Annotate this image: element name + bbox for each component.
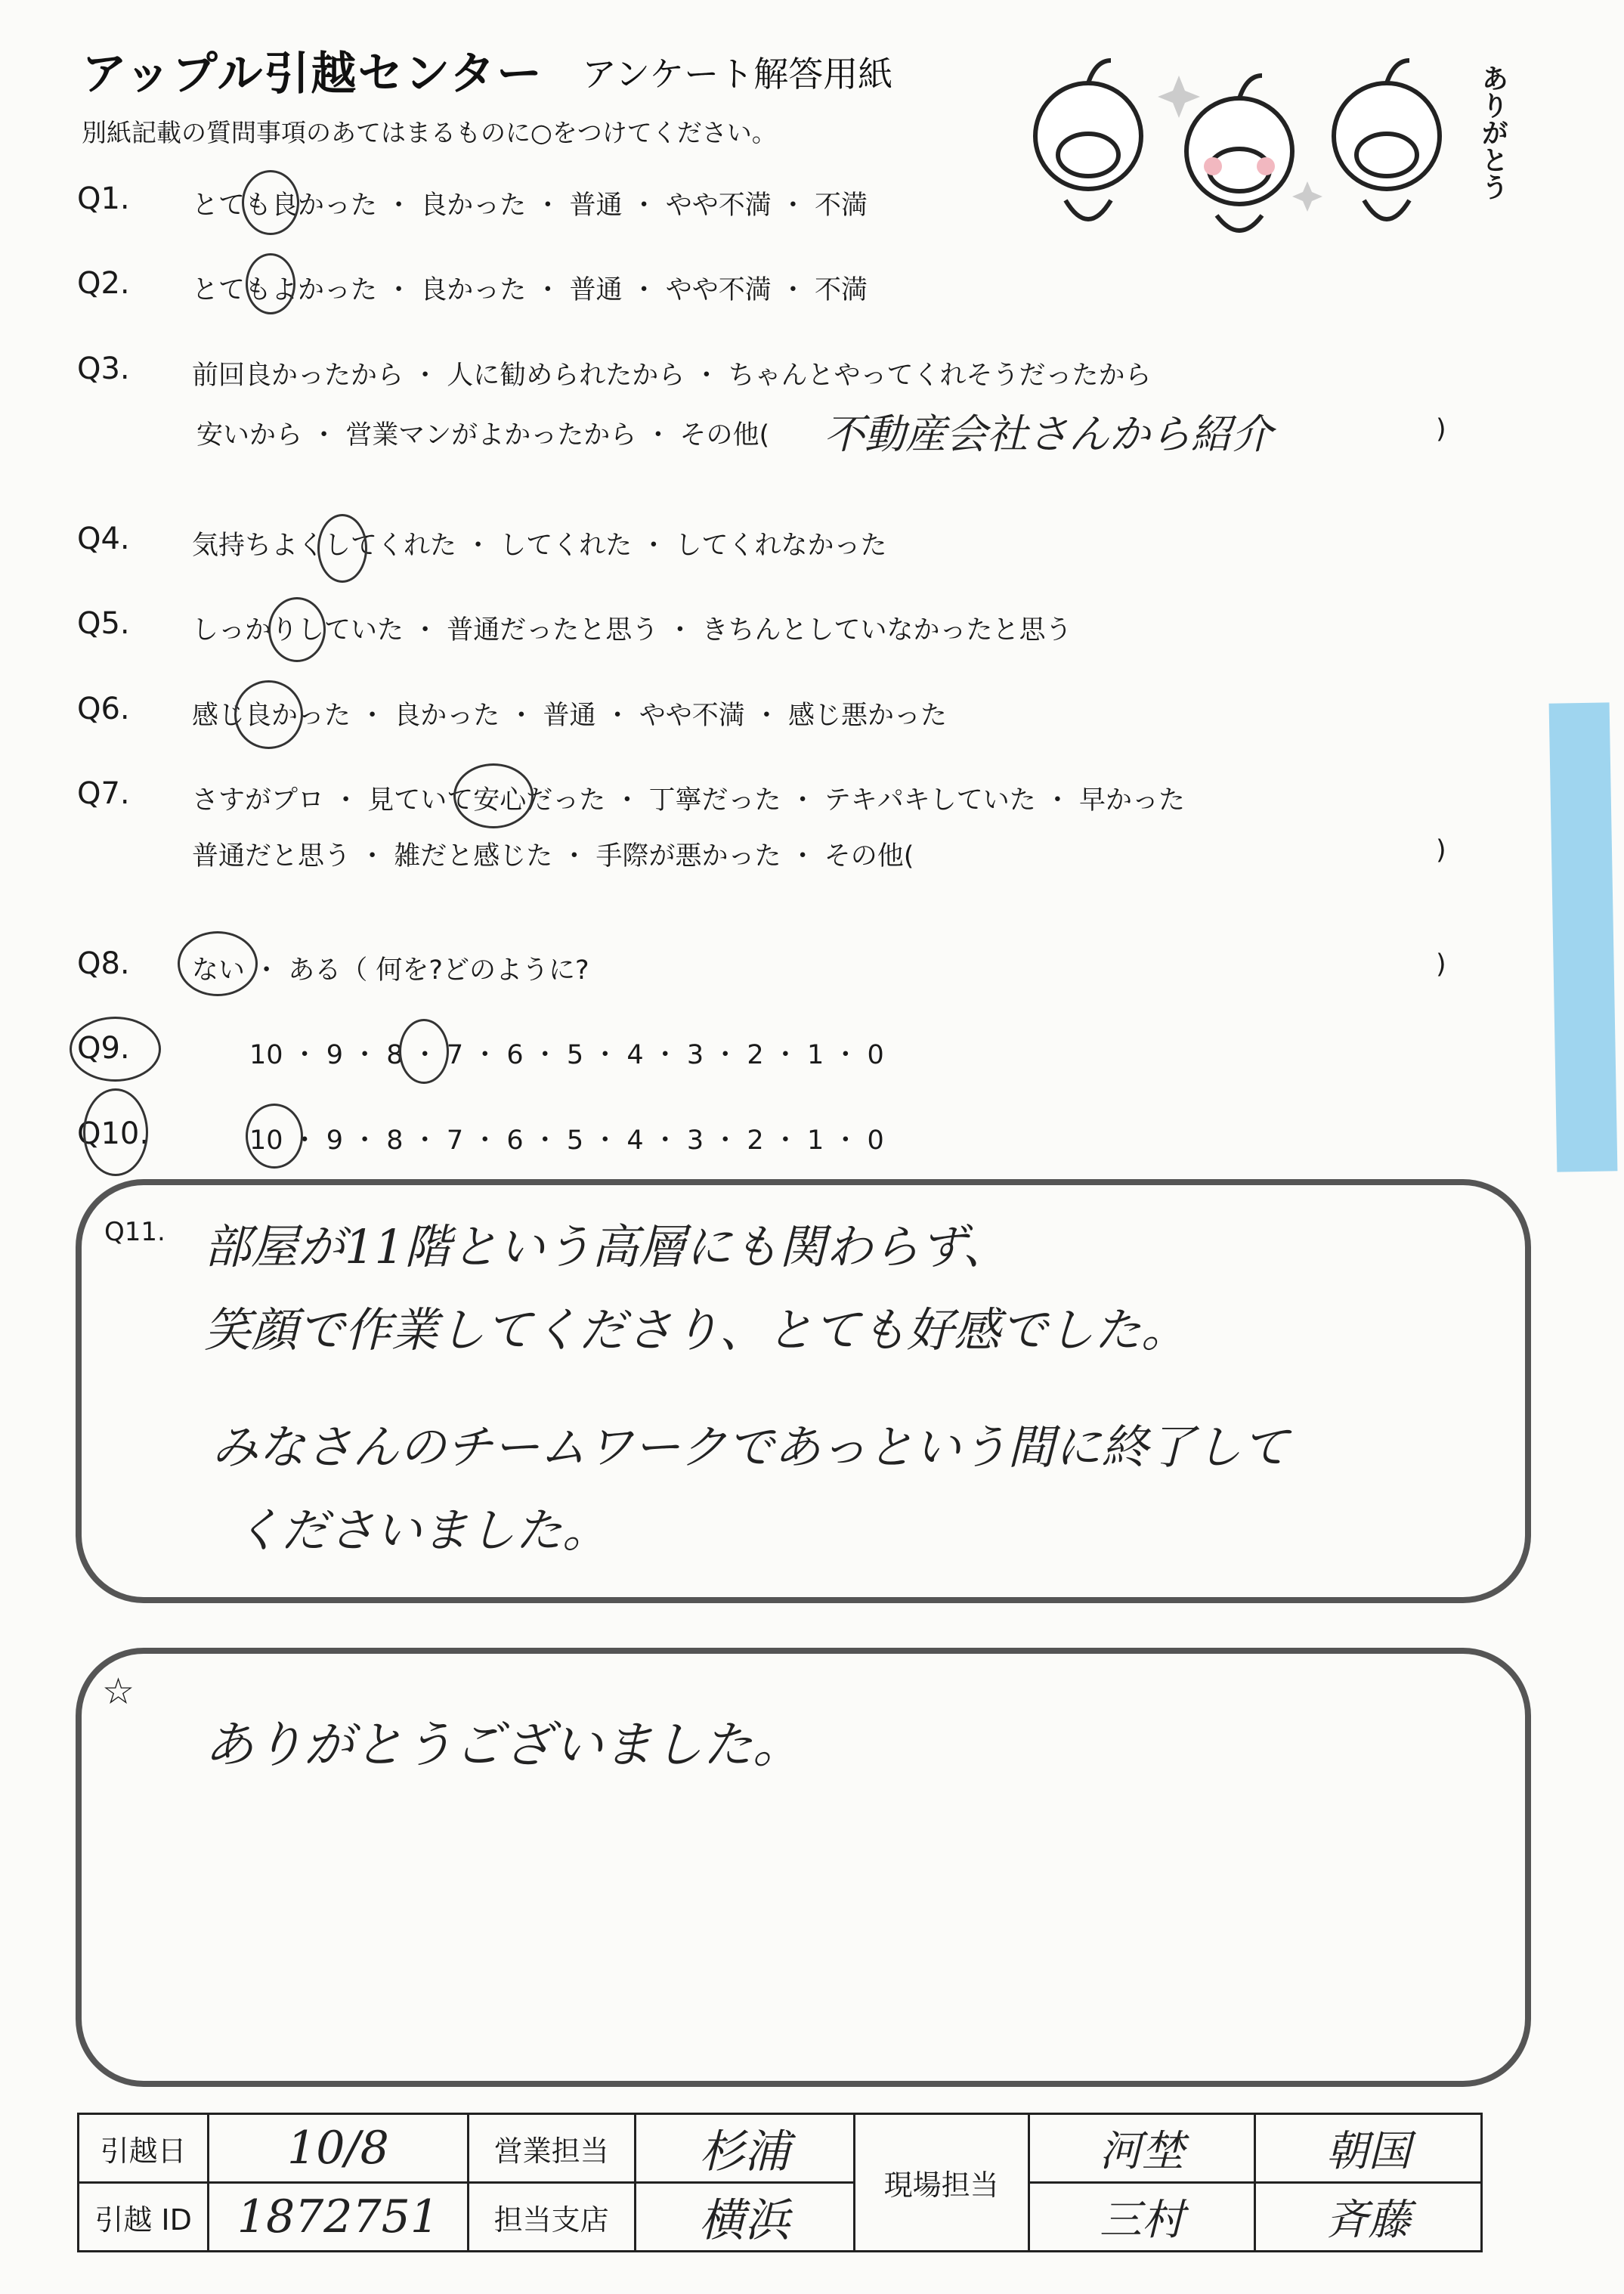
q4-number: Q4. xyxy=(77,522,130,556)
move-id-label: 引越 ID xyxy=(79,2183,209,2252)
q3-number: Q3. xyxy=(77,351,130,386)
q3-other-answer: 不動産会社さんから紹介 xyxy=(824,410,1273,458)
q11-answer-line-4: くださいました。 xyxy=(234,1503,610,1558)
q1-options: とても良かった ・ 良かった ・ 普通 ・ やや不満 ・ 不満 xyxy=(192,190,868,221)
q7-answer-circle xyxy=(453,763,534,828)
q11-answer-line-3: みなさんのチームワークであっという間に終了して xyxy=(212,1419,1289,1475)
q3-options-line1: 前回良かったから ・ 人に勧められたから ・ ちゃんとやってくれそうだったから xyxy=(192,361,1152,391)
q10-label-circle xyxy=(83,1088,148,1176)
info-table xyxy=(77,2113,1483,2252)
comment-answer: ありがとうございました。 xyxy=(204,1716,803,1774)
q8-answer-circle xyxy=(178,931,258,996)
q5-options: しっかりしていた ・ 普通だったと思う ・ きちんとしていなかったと思う xyxy=(192,615,1072,645)
q3-options-line2: 安いから ・ 営業マンがよかったから ・ その他( xyxy=(196,420,770,450)
q1-answer-circle xyxy=(242,170,299,235)
q11-answer-line-2: 笑顔で作業してくださり、とても好感でした。 xyxy=(204,1302,1189,1358)
q7-options-line1: さすがプロ ・ 見ていて安心だった ・ 丁寧だった ・ テキパキしていた ・ 早かった xyxy=(192,785,1186,816)
mascot-illustration xyxy=(990,45,1519,249)
q9-number: Q9. xyxy=(77,1031,130,1066)
q10-scale: 10 ・ 9 ・ 8 ・ 7 ・ 6 ・ 5 ・ 4 ・ 3 ・ 2 ・ 1 ・ 0 xyxy=(249,1125,884,1156)
move-date-value: 10/8 xyxy=(209,2114,468,2183)
thanks-tag: ありがとう xyxy=(1477,64,1508,200)
q9-scale: 10 ・ 9 ・ 8 ・ 7 ・ 6 ・ 5 ・ 4 ・ 3 ・ 2 ・ 1 ・ 0 xyxy=(249,1040,884,1070)
sales-value: 杉浦 xyxy=(635,2114,854,2183)
move-id-value: 1872751 xyxy=(209,2183,468,2252)
q8-options: ない ・ ある（ 何を?どのように? xyxy=(192,955,589,986)
branch-value: 横浜 xyxy=(635,2183,854,2252)
q7-options-line2: 普通だと思う ・ 雑だと感じた ・ 手際が悪かった ・ その他( xyxy=(192,841,914,871)
q1-number: Q1. xyxy=(77,181,130,216)
q2-answer-circle xyxy=(246,253,295,314)
site-staff-1: 河埜 xyxy=(1029,2114,1255,2183)
q2-number: Q2. xyxy=(77,266,130,301)
q6-options: 感じ良かった ・ 良かった ・ 普通 ・ やや不満 ・ 感じ悪かった xyxy=(192,701,948,731)
q4-answer-circle xyxy=(317,514,367,583)
q2-options: とてもよかった ・ 良かった ・ 普通 ・ やや不満 ・ 不満 xyxy=(192,275,868,305)
site-staff-4: 斉藤 xyxy=(1255,2183,1482,2252)
q8-number: Q8. xyxy=(77,946,130,981)
q9-label-circle xyxy=(70,1017,161,1082)
q7-close-paren: ) xyxy=(1436,835,1446,865)
company-title: アップル引越センター xyxy=(82,48,543,101)
q11-answer-line-1: 部屋が11階という高層にも関わらず、 xyxy=(204,1219,1010,1274)
q11-label: Q11. xyxy=(104,1217,165,1247)
instruction-text: 別紙記載の質問事項のあてはまるものに○をつけてください。 xyxy=(82,118,777,147)
q7-number: Q7. xyxy=(77,776,130,811)
q10-number: Q10. xyxy=(77,1116,150,1151)
site-label: 現場担当 xyxy=(854,2114,1029,2252)
q10-answer-circle xyxy=(246,1104,303,1169)
blue-tape-strip xyxy=(1549,702,1618,1172)
q5-number: Q5. xyxy=(77,606,130,641)
q6-number: Q6. xyxy=(77,692,130,726)
q5-answer-circle xyxy=(268,597,326,662)
move-date-label: 引越日 xyxy=(79,2114,209,2183)
site-staff-2: 朝国 xyxy=(1255,2114,1482,2183)
branch-label: 担当支店 xyxy=(468,2183,635,2252)
site-staff-3: 三村 xyxy=(1029,2183,1255,2252)
q4-options: 気持ちよくしてくれた ・ してくれた ・ してくれなかった xyxy=(192,531,887,561)
sales-label: 営業担当 xyxy=(468,2114,635,2183)
q8-close-paren: ) xyxy=(1436,949,1446,980)
q9-answer-circle xyxy=(399,1019,449,1084)
q6-answer-circle xyxy=(234,680,303,749)
star-icon: ☆ xyxy=(102,1670,135,1713)
mascot-graphic xyxy=(990,45,1519,249)
form-subtitle: アンケート解答用紙 xyxy=(582,54,893,94)
q3-close-paren: ) xyxy=(1436,414,1446,444)
